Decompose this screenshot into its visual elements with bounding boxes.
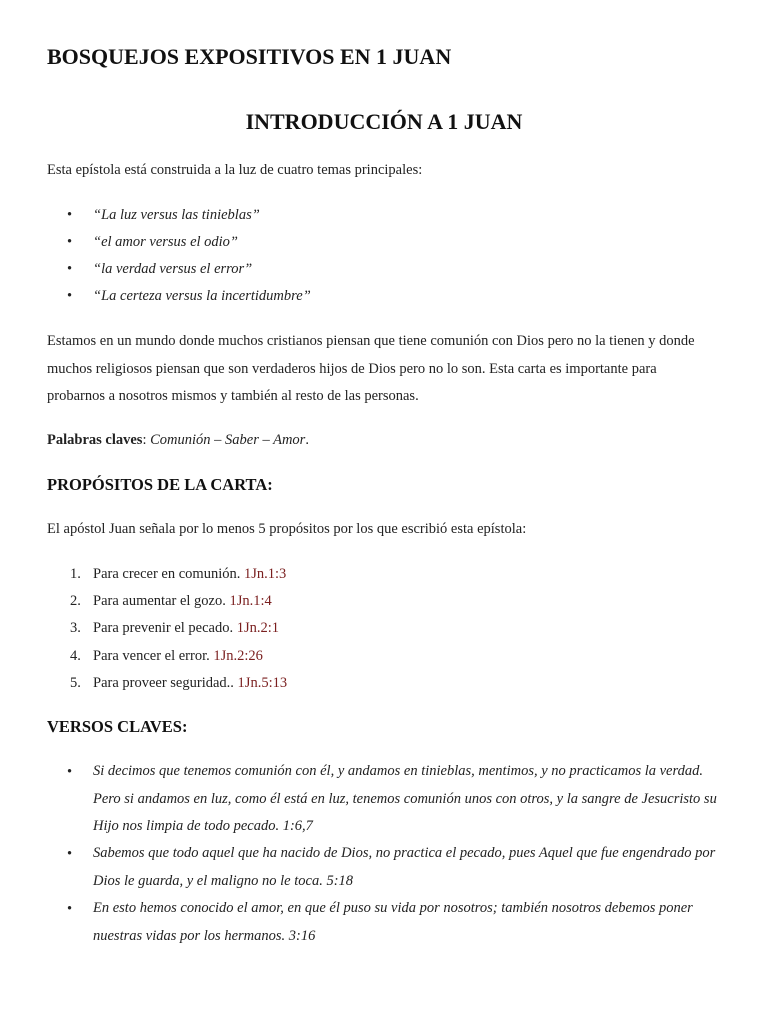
bullet-icon: • (67, 764, 73, 780)
bullet-icon: • (67, 846, 73, 862)
list-number: 5. (70, 675, 81, 691)
list-item (93, 593, 272, 610)
bullet-icon: • (67, 261, 73, 277)
list-item: “La luz versus las tinieblas” (93, 207, 260, 223)
list-item (93, 648, 263, 665)
list-item (93, 620, 279, 637)
purpose-text: Para aumentar el gozo. (93, 593, 230, 609)
verse-reference: 1Jn.2:1 (236, 620, 280, 636)
verse-reference: 1Jn.2:26 (213, 648, 263, 664)
list-number: 4. (70, 648, 81, 664)
verses-heading: VERSOS CLAVES: (47, 717, 188, 736)
list-item: Si decimos que tenemos comunión con él, y andamos en tinieblas, mentimos, y no practicamos la verdad. Pero si andamos en luz, como él está en luz, tenemos comunión unos con otros, y la sangre de Jesucristo su Hijo nos limpia de todo pecado. 1:6,7 (93, 763, 717, 834)
keywords-label: Palabras claves (47, 432, 143, 448)
body-paragraph: Estamos en un mundo donde muchos cristianos piensan que tiene comunión con Dios pero no la tienen y donde muchos religiosos piensan que son verdaderos hijos de Dios pero no lo son. Esta carta es importante para probarnos a nosotros mismos y también al resto de las personas. (47, 333, 695, 404)
purpose-text: Para prevenir el pecado. (93, 620, 237, 636)
list-item (93, 566, 286, 583)
document-title: BOSQUEJOS EXPOSITIVOS EN 1 JUAN (47, 44, 452, 69)
keywords-line (47, 432, 309, 449)
list-item (93, 675, 287, 692)
bullet-icon: • (67, 288, 73, 304)
list-number: 2. (70, 593, 81, 609)
intro-text: Esta epístola está construida a la luz de cuatro temas principales: (47, 162, 423, 178)
purposes-heading: PROPÓSITOS DE LA CARTA: (47, 475, 273, 494)
bullet-icon: • (67, 207, 73, 223)
keywords-separator: : (142, 432, 151, 448)
list-item: “La certeza versus la incertidumbre” (93, 288, 311, 304)
list-item: “la verdad versus el error” (93, 261, 253, 277)
section-title: INTRODUCCIÓN A 1 JUAN (245, 109, 523, 134)
list-number: 3. (70, 620, 81, 636)
verse-reference: 1Jn.5:13 (237, 675, 288, 691)
purpose-text: Para proveer seguridad.. (93, 675, 238, 691)
list-number: 1. (70, 566, 81, 582)
list-item: Sabemos que todo aquel que ha nacido de Dios, no practica el pecado, pues Aquel que fue engendrado por Dios le guarda, y el maligno no le toca. 5:18 (93, 845, 716, 889)
keywords-end: . (305, 432, 309, 448)
bullet-icon: • (67, 234, 73, 250)
list-item: “el amor versus el odio” (93, 234, 238, 250)
verse-reference: 1Jn.1:3 (243, 566, 287, 582)
purpose-text: Para crecer en comunión. (93, 566, 244, 582)
keywords-value: Comunión – Saber – Amor (150, 432, 306, 448)
purpose-text: Para vencer el error. (93, 648, 214, 664)
verse-reference: 1Jn.1:4 (229, 593, 272, 609)
list-item: En esto hemos conocido el amor, en que él puso su vida por nosotros; también nosotros debemos poner nuestras vidas por los hermanos. 3:16 (93, 900, 693, 944)
bullet-icon: • (67, 901, 73, 917)
purposes-intro: El apóstol Juan señala por lo menos 5 propósitos por los que escribió esta epístola: (47, 521, 527, 537)
